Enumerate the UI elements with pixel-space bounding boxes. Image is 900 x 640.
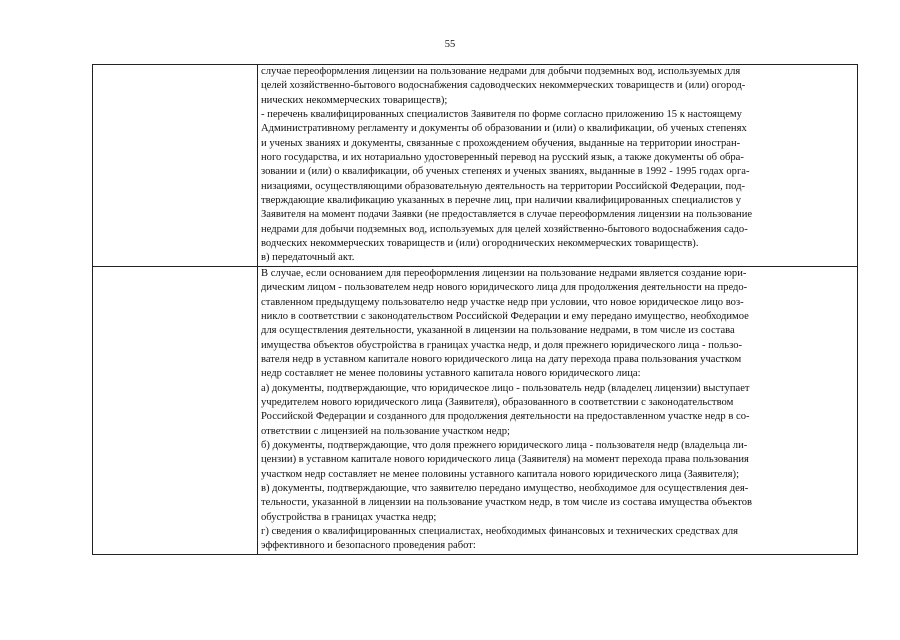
left-cell (93, 266, 258, 554)
text-line: тельности, указанной в лицензии на пользование участком недр, в том числе из состава имущества объектов (261, 497, 752, 509)
text-line: - перечень квалифицированных специалистов Заявителя по форме согласно приложению 15 к настоящему (261, 109, 742, 121)
text-line: и ученых званиях и документы, связанные с прохождением обучения, выданные на территории иностран- (261, 137, 741, 149)
text-line: ответствии с лицензией на пользование участком недр; (261, 425, 510, 437)
text-line: для осуществления деятельности, указанной в лицензии на пользование недрами, в том числе из состава (261, 325, 735, 337)
text-line: имущества объектов обустройства в границах участка недр, и доля прежнего юридического лица - пользо- (261, 339, 743, 351)
text-line: в) документы, подтверждающие, что заявителю передано имущество, необходимое для осуществления дея- (261, 482, 749, 494)
text-line: а) документы, подтверждающие, что юридическое лицо - пользователь недр (владелец лицензии) выступает (261, 382, 750, 394)
text-line: недр составляет не менее половины уставного капитала нового юридического лица: (261, 368, 641, 380)
text-line: ного государства, и их нотариально удостоверенный перевод на русский язык, а также документы об обра- (261, 152, 744, 164)
text-line: зовании и (или) о квалификации, об ученых степенях и ученых званиях, выданные в 1992 - 1995 годах орга- (261, 166, 750, 178)
right-cell (258, 266, 858, 554)
text-line: г) сведения о квалифицированных специалистах, необходимых финансовых и технических средствах для (261, 526, 738, 537)
page-number: 55 (444, 39, 456, 50)
document-table (92, 64, 858, 555)
table-row (93, 266, 858, 554)
left-cell (93, 65, 258, 267)
text-line: Российской Федерации и созданного для продолжения деятельности на предоставленном участке недр в со- (261, 411, 750, 423)
text-line: дическим лицом - пользователем недр нового юридического лица для продолжения деятельности на предо- (261, 282, 748, 294)
text-line: обустройства в границах участка недр; (261, 511, 437, 523)
text-line: В случае, если основанием для переоформления лицензии на пользование недрами является создание юри- (261, 267, 747, 279)
table-row (93, 65, 858, 267)
text-line: целей хозяйственно-бытового водоснабжения садоводческих некоммерческих товариществ и (или) огород- (261, 80, 746, 92)
text-line: тверждающие квалификацию указанных в перечне лиц, при наличии квалифицированных специалистов у (261, 195, 742, 207)
text-line: недрами для добычи подземных вод, используемых для целей хозяйственно-бытового водоснабжения садо- (261, 223, 748, 235)
text-line: нических некоммерческих товариществ); (261, 94, 448, 106)
text-line: случае переоформления лицензии на пользование недрами для добычи подземных вод, используемых для (261, 66, 741, 77)
text-line: цензии) в уставном капитале нового юридического лица (Заявителя) на момент перехода права пользования (261, 454, 749, 466)
text-line: эффективного и безопасного проведения работ: (261, 540, 476, 552)
text-line: в) передаточный акт. (261, 252, 355, 264)
text-line: участком недр составляет не менее половины уставного капитала нового юридического лица (Заявителя); (261, 468, 740, 480)
text-line: б) документы, подтверждающие, что доля прежнего юридического лица - пользователя недр (владельца ли- (261, 439, 748, 451)
text-line: низациями, осуществляющими образовательную деятельность на территории Российской Федерации, под- (261, 180, 746, 192)
text-line: водческих некоммерческих товариществ и (или) огороднических некоммерческих товариществ). (261, 238, 699, 250)
text-line: учредителем нового юридического лица (Заявителя), образованного в соответствии с законодательством (261, 396, 734, 408)
text-line: никло в соответствии с законодательством Российской Федерации и ему передано имущество, необходимое (261, 310, 749, 322)
text-line: ставленном предыдущему пользователю недр участке недр при условии, что новое юридическое лицо воз- (261, 296, 744, 308)
right-cell (258, 65, 858, 267)
text-line: вателя недр в уставном капитале нового юридического лица на дату перехода права пользования участком (261, 353, 742, 365)
text-line: Заявителя на момент подачи Заявки (не предоставляется в случае переоформления лицензии на пользование (261, 209, 753, 221)
text-line: Административному регламенту и документы об образовании и (или) о квалификации, об ученых степенях (261, 123, 747, 135)
